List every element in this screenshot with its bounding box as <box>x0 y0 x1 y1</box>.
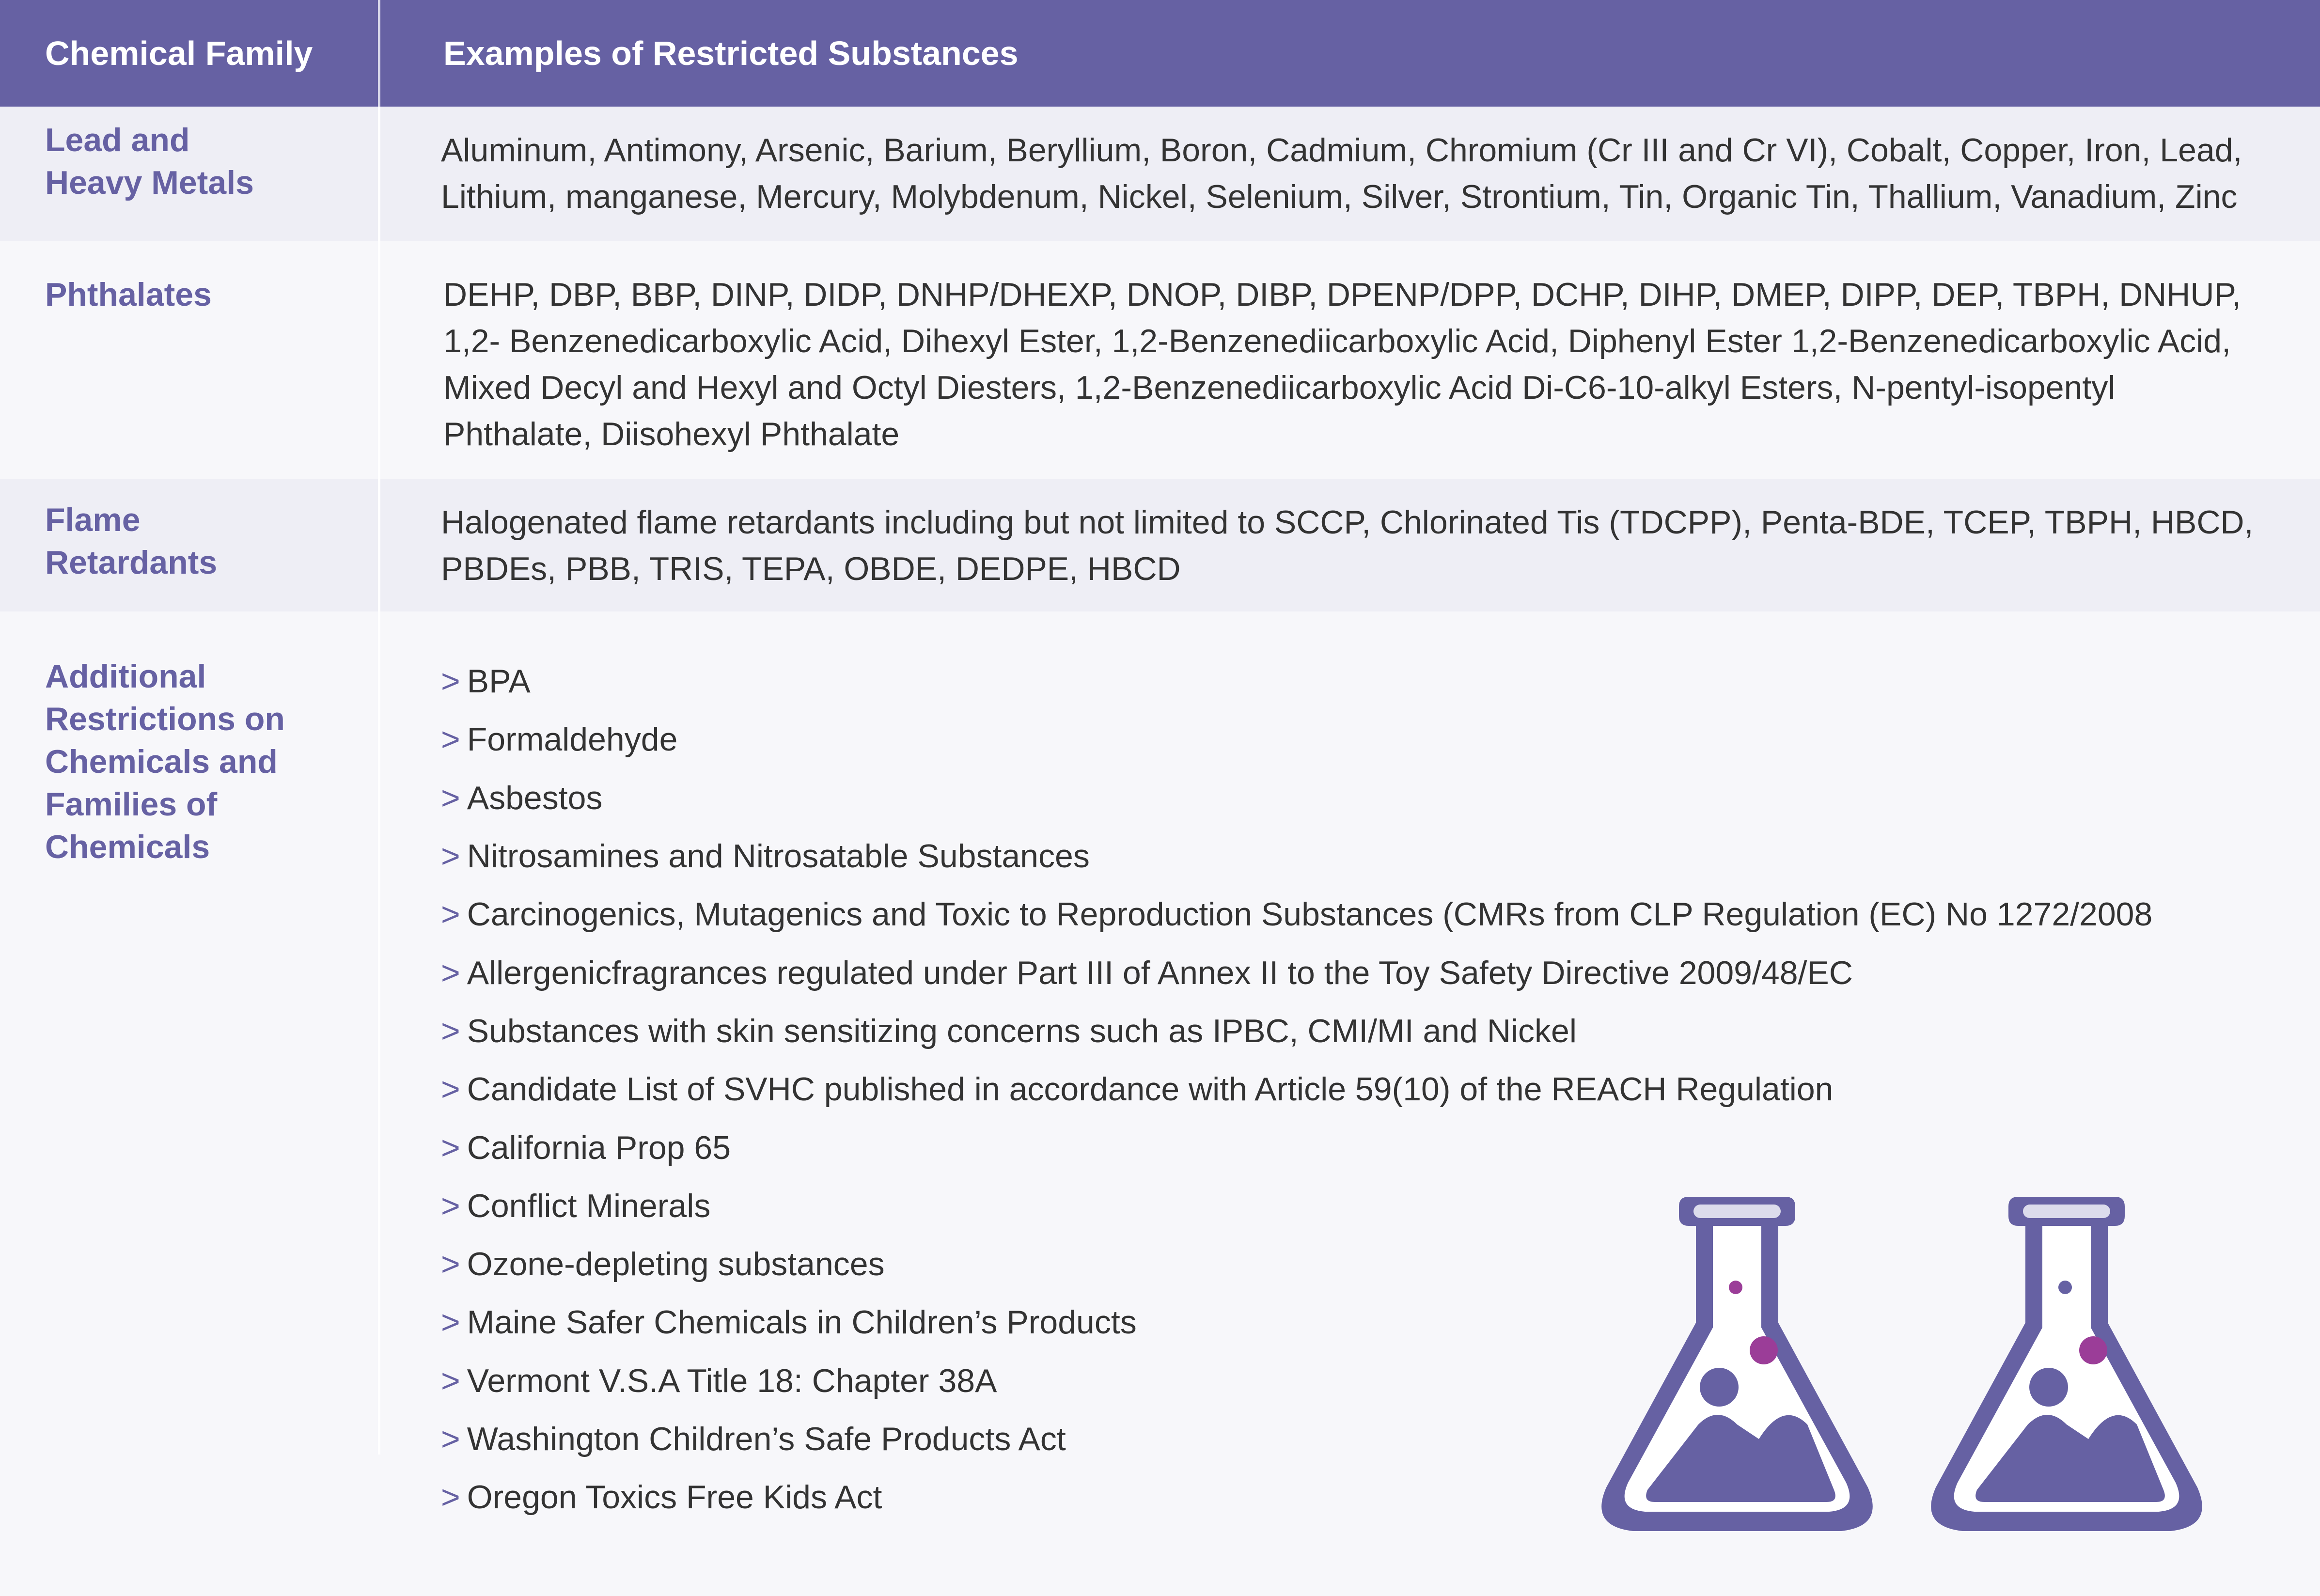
chevron-right-icon: > <box>441 1479 460 1516</box>
list-item <box>441 827 2185 885</box>
chevron-right-icon: > <box>441 663 460 700</box>
examples-text: Aluminum, Antimony, Arsenic, Barium, Beryllium, Boron, Cadmium, Chromium (Cr III and Cr VI), Cobalt, Copper, Iron, Lead, Lithium, manganese, Mercury, Molybdenum, Nickel, Selenium, Silver, Strontium, Tin, Organic Tin, Thallium, Vanadium, Zinc <box>441 132 2242 215</box>
list-item-text: Vermont V.S.A Title 18: Chapter 38A <box>467 1362 997 1399</box>
table-row <box>0 107 2320 241</box>
chevron-right-icon: > <box>441 1187 460 1224</box>
examples-text: Halogenated flame retardants including but not limited to SCCP, Chlorinated Tis (TDCPP), Penta-BDE, TCEP, TBPH, HBCD, PBDEs, PBB, TRIS, TEPA, OBDE, DEDPE, HBCD <box>441 504 2254 587</box>
column-divider <box>378 611 380 1455</box>
list-item-text: Ozone-depleting substances <box>467 1246 885 1283</box>
chevron-right-icon: > <box>441 1304 460 1341</box>
chevron-right-icon: > <box>441 1071 460 1108</box>
list-item-text: Candidate List of SVHC published in accordance with Article 59(10) of the REACH Regulation <box>467 1071 1834 1108</box>
list-item <box>441 652 2185 710</box>
flask-icon <box>1931 1197 2202 1531</box>
list-item-text: Formaldehyde <box>467 721 678 758</box>
column-divider <box>378 107 380 241</box>
column-divider <box>378 241 380 479</box>
list-item-text: Carcinogenics, Mutagenics and Toxic to Reproduction Substances (CMRs from CLP Regulation (EC) No 1272/2008 <box>467 896 2153 933</box>
list-item-text: Substances with skin sensitizing concerns such as IPBC, CMI/MI and Nickel <box>467 1012 1577 1049</box>
chevron-right-icon: > <box>441 954 460 991</box>
header-chemical-family: Chemical Family <box>45 34 313 72</box>
list-item <box>441 1118 2185 1176</box>
table-header <box>0 0 2320 107</box>
list-item-text: BPA <box>467 663 531 700</box>
list-item <box>441 710 2185 768</box>
list-item <box>441 1002 2185 1060</box>
table-row <box>0 479 2320 611</box>
header-examples: Examples of Restricted Substances <box>443 34 1019 72</box>
column-divider <box>378 479 380 611</box>
list-item-text: Maine Safer Chemicals in Children’s Products <box>467 1304 1137 1341</box>
header-divider <box>378 0 380 107</box>
list-item <box>441 769 2185 827</box>
chevron-right-icon: > <box>441 1012 460 1049</box>
list-item-text: California Prop 65 <box>467 1129 731 1166</box>
chevron-right-icon: > <box>441 779 460 816</box>
table-row <box>0 241 2320 479</box>
chevron-right-icon: > <box>441 896 460 933</box>
list-item <box>441 943 2185 1001</box>
list-item <box>441 1060 2185 1118</box>
examples-text: DEHP, DBP, BBP, DINP, DIDP, DNHP/DHEXP, DNOP, DIBP, DPENP/DPP, DCHP, DIHP, DMEP, DIPP, DEP, TBPH, DNHUP, 1,2- Benzenedicarboxylic Acid, Dihexyl Ester, 1,2-Benzenediicarboxylic Acid, Diphenyl Ester 1,2-Benzenedicarboxylic Acid, Mixed Decyl and Hexyl and Octyl Diesters, 1,2-Benzenediicarboxylic Acid Di-C6-10-alkyl Esters, N-pentyl-isopentyl Phthalate, Diisohexyl Phthalate <box>443 276 2241 453</box>
chevron-right-icon: > <box>441 1246 460 1283</box>
chevron-right-icon: > <box>441 1362 460 1399</box>
chevron-right-icon: > <box>441 838 460 875</box>
family-label: Phthalates <box>45 276 212 313</box>
list-item-text: Conflict Minerals <box>467 1187 711 1224</box>
list-item-text: Asbestos <box>467 779 603 816</box>
flask-icon <box>1601 1197 1873 1531</box>
list-item-text: Oregon Toxics Free Kids Act <box>467 1479 882 1516</box>
family-label: Flame Retardants <box>45 501 218 581</box>
list-item-text: Allergenicfragrances regulated under Part III of Annex II to the Toy Safety Directive 2009/48/EC <box>467 954 1853 991</box>
list-item-text: Nitrosamines and Nitrosatable Substances <box>467 838 1090 875</box>
family-label: Additional Restrictions on Chemicals and Families of Chemicals <box>45 658 285 865</box>
chevron-right-icon: > <box>441 1129 460 1166</box>
flasks-illustration <box>1589 1187 2234 1546</box>
list-item <box>441 885 2185 943</box>
chevron-right-icon: > <box>441 721 460 758</box>
list-item-text: Washington Children’s Safe Products Act <box>467 1421 1066 1457</box>
family-label: Lead and Heavy Metals <box>45 122 254 201</box>
chevron-right-icon: > <box>441 1421 460 1457</box>
